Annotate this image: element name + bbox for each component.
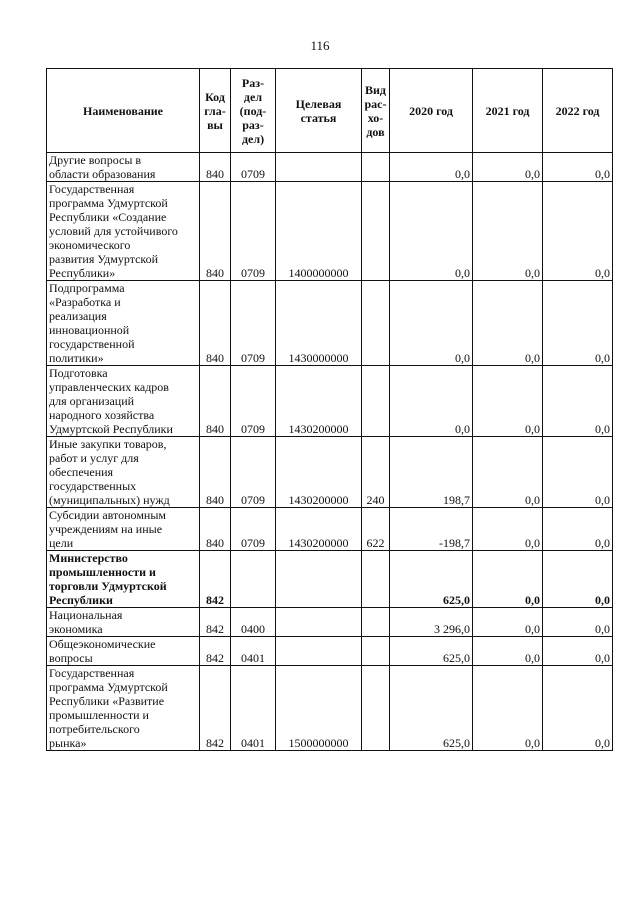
header-section-line: Раз- [241,75,265,90]
cell-target: 1500000000 [276,666,362,751]
cell-name-line: реализация [49,309,107,323]
budget-table [46,68,613,751]
cell-name [47,182,200,281]
cell-name-line: Государственная [49,666,135,680]
header-type-line: Вид [365,82,386,97]
cell-2022: 0,0 [543,666,613,751]
cell-name-line: потребительского [49,722,140,736]
cell-2021: 0,0 [473,508,543,551]
cell-section: 0709 [231,508,276,551]
header-2021: 2021 год [473,69,543,153]
cell-name-line: работ и услуг для [49,451,139,465]
cell-2021: 0,0 [473,608,543,637]
cell-name-line: Общеэкономические [49,637,156,651]
cell-section: 0709 [231,437,276,508]
cell-name-line: области образования [49,167,156,181]
cell-name-line: Иные закупки товаров, [49,437,167,451]
cell-2022: 0,0 [543,366,613,437]
cell-section: 0401 [231,637,276,666]
cell-code: 840 [200,508,231,551]
cell-2021: 0,0 [473,366,543,437]
cell-name-line: «Разработка и [49,295,121,309]
cell-name-line: условий для устойчивого [49,224,178,238]
cell-target [276,551,362,608]
cell-name [47,637,200,666]
cell-type [362,153,390,182]
cell-section: 0709 [231,366,276,437]
header-type [362,69,390,153]
cell-name [47,437,200,508]
header-target-line: статья [300,110,337,125]
table-row [47,182,613,281]
cell-2020: 625,0 [390,666,473,751]
header-section-line: раз- [242,117,264,132]
header-2022: 2022 год [543,69,613,153]
cell-2020: 3 296,0 [390,608,473,637]
cell-2022: 0,0 [543,281,613,366]
cell-name-line: обеспечения [49,465,114,479]
cell-code: 842 [200,551,231,608]
cell-name [47,153,200,182]
cell-code: 840 [200,366,231,437]
header-target-line: Целевая [295,96,342,111]
cell-name-line: развития Удмуртской [49,252,159,266]
table-row [47,666,613,751]
header-code-line: вы [207,117,223,132]
cell-2020: 0,0 [390,153,473,182]
cell-name-line: экономика [49,622,103,636]
cell-name [47,551,200,608]
header-code [200,69,231,153]
cell-code: 842 [200,637,231,666]
cell-name-line: государственных [49,479,137,493]
table-row [47,608,613,637]
cell-section [231,551,276,608]
header-section [231,69,276,153]
cell-name-line: торговли Удмуртской [49,579,167,593]
cell-name-line: вопросы [49,651,93,665]
cell-name-line: программа Удмуртской [49,680,168,694]
table-row [47,637,613,666]
cell-name-line: Удмуртской Республики [49,422,173,436]
cell-2022: 0,0 [543,637,613,666]
cell-type [362,666,390,751]
cell-2022: 0,0 [543,153,613,182]
cell-code: 842 [200,608,231,637]
cell-name-line: Подготовка [49,366,108,380]
cell-2020: 0,0 [390,182,473,281]
cell-target [276,153,362,182]
cell-name-line: промышленности и [49,708,149,722]
header-section-line: дел [243,89,263,104]
cell-2020: 625,0 [390,637,473,666]
page-number: 116 [310,38,330,53]
table-header-row [47,69,613,153]
cell-type [362,182,390,281]
cell-2020: 0,0 [390,366,473,437]
cell-2020: 625,0 [390,551,473,608]
cell-name [47,666,200,751]
table-row [47,437,613,508]
cell-section: 0400 [231,608,276,637]
header-type-line: дов [366,124,385,139]
cell-name-line: для организаций [49,394,135,408]
cell-name-line: Республики» [49,266,116,280]
cell-name-line: (муниципальных) нужд [49,493,170,507]
header-type-line: хо- [367,110,384,125]
cell-name-line: Национальная [49,608,123,622]
cell-2021: 0,0 [473,666,543,751]
table-row [47,508,613,551]
cell-target: 1430200000 [276,508,362,551]
table-row [47,366,613,437]
cell-name-line: народного хозяйства [49,408,155,422]
cell-target: 1430200000 [276,366,362,437]
cell-name [47,366,200,437]
table-row [47,551,613,608]
cell-type [362,637,390,666]
header-section-line: (под- [239,103,267,118]
cell-name-line: рынка» [49,736,87,750]
cell-2020: -198,7 [390,508,473,551]
cell-name-line: Субсидии автономным [49,508,166,522]
cell-2022: 0,0 [543,551,613,608]
cell-code: 840 [200,281,231,366]
header-section-line: дел) [241,131,265,146]
cell-2020: 198,7 [390,437,473,508]
cell-name-line: учреждениям на иные [49,522,163,536]
cell-section: 0709 [231,281,276,366]
cell-2022: 0,0 [543,508,613,551]
cell-name-line: Министерство [49,551,128,565]
cell-code: 840 [200,153,231,182]
header-2020: 2020 год [390,69,473,153]
cell-target: 1430200000 [276,437,362,508]
cell-2022: 0,0 [543,182,613,281]
cell-name-line: программа Удмуртской [49,196,168,210]
cell-type [362,551,390,608]
cell-type [362,608,390,637]
header-target [276,69,362,153]
cell-name-line: Государственная [49,182,135,196]
cell-name-line: государственной [49,337,135,351]
cell-2021: 0,0 [473,551,543,608]
cell-section: 0709 [231,153,276,182]
cell-name-line: Республики «Развитие [49,694,165,708]
cell-name-line: управленческих кадров [49,380,169,394]
cell-code: 840 [200,437,231,508]
cell-name-line: политики» [49,351,104,365]
cell-type [362,281,390,366]
header-name: Наименование [47,69,200,153]
cell-2021: 0,0 [473,637,543,666]
cell-type [362,366,390,437]
cell-name-line: цели [49,536,74,550]
cell-name-line: Другие вопросы в [49,153,142,167]
cell-section: 0401 [231,666,276,751]
cell-code: 842 [200,666,231,751]
cell-2021: 0,0 [473,153,543,182]
cell-target [276,637,362,666]
cell-name [47,508,200,551]
cell-2022: 0,0 [543,437,613,508]
cell-name [47,608,200,637]
cell-target [276,608,362,637]
table-body [47,153,613,751]
cell-section: 0709 [231,182,276,281]
cell-target: 1430000000 [276,281,362,366]
cell-type: 622 [362,508,390,551]
cell-code: 840 [200,182,231,281]
header-code-line: гла- [204,103,226,118]
cell-name-line: Республики [49,593,113,607]
cell-type: 240 [362,437,390,508]
table-row [47,281,613,366]
header-code-line: Код [205,89,225,104]
cell-name-line: Республики «Создание [49,210,167,224]
cell-name-line: промышленности и [49,565,156,579]
cell-name-line: инновационной [49,323,130,337]
cell-name-line: Подпрограмма [49,281,125,295]
table-row [47,153,613,182]
cell-2020: 0,0 [390,281,473,366]
cell-2021: 0,0 [473,437,543,508]
cell-name-line: экономического [49,238,131,252]
header-type-line: рас- [364,96,387,111]
cell-2021: 0,0 [473,182,543,281]
cell-2021: 0,0 [473,281,543,366]
cell-target: 1400000000 [276,182,362,281]
cell-2022: 0,0 [543,608,613,637]
cell-name [47,281,200,366]
